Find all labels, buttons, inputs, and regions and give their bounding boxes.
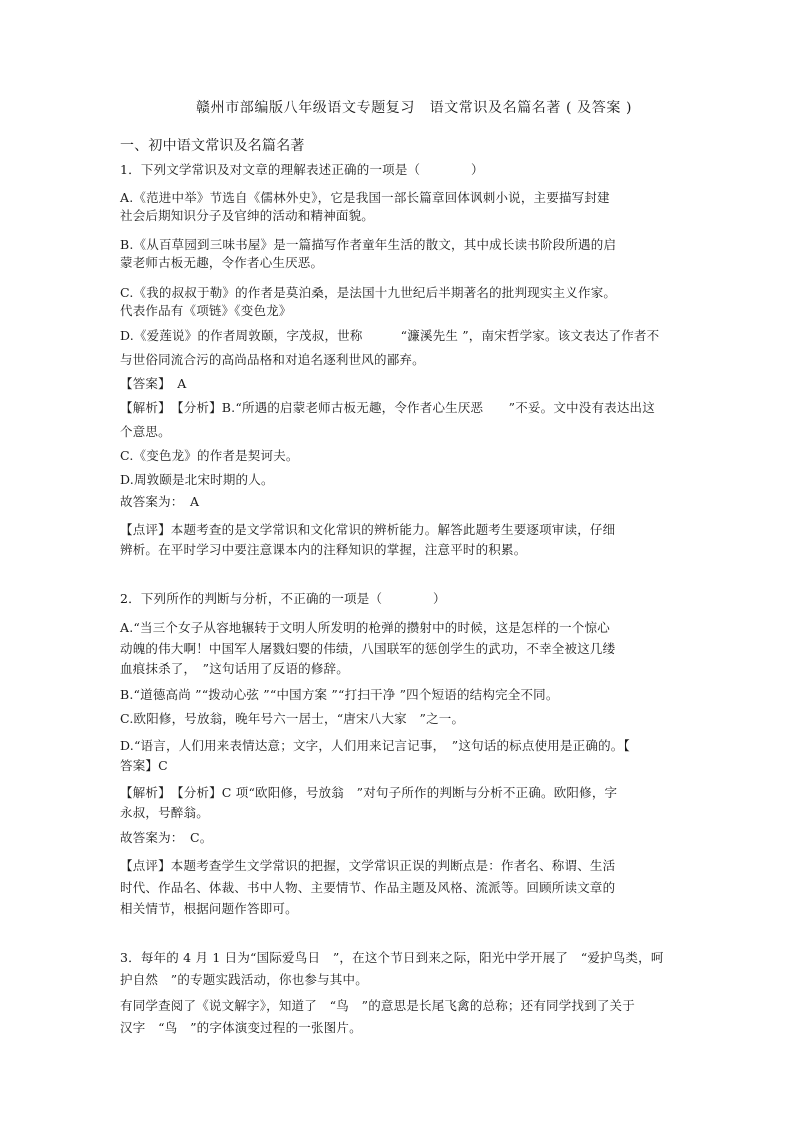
q2-comment-line3: 相关情节，根据问题作答即可。	[120, 901, 298, 916]
q3-stem-line2: 护自然 ”的专题实践活动，你也参与其中。	[120, 972, 368, 987]
q3-stem-line1: 3．每年的 4 月 1 日为“国际爱鸟日 ”，在这个节日到来之际，阳光中学开展了 “爱护鸟类，呵	[120, 950, 664, 965]
q2-analysis-line1: 【解析】 【分析】C 项“欧阳修，号放翁 ”对句子所作的判断与分析不正确。欧阳修，字	[120, 785, 618, 800]
section-heading: 一、初中语文常识及名篇名著	[120, 138, 305, 154]
q3-stem-line3: 有同学查阅了《说文解字》，知道了 “鸟 ”的意思是长尾飞禽的总称；还有同学找到了关于	[120, 998, 635, 1013]
q3-stem-line4: 汉字 “鸟 ”的字体演变过程的一张图片。	[120, 1020, 362, 1035]
q1-option-c-line2: 代表作品有《项链》《变色龙》	[120, 303, 292, 318]
q2-comment-line2: 时代、作品名、体裁、书中人物、主要情节、作品主题及风格、流派等。回顾所读文章的	[120, 880, 616, 895]
q1-option-b-line1: B.《从百草园到三味书屋》是一篇描写作者童年生活的散文，其中成长读书阶段所遇的启	[120, 237, 617, 252]
document-title: 赣州市部编版八年级语文专题复习 语文常识及名篇名著 ( 及答案 )	[196, 100, 633, 116]
q1-comment-line1: 【点评】本题考查的是文学常识和文化常识的辨析能力。解答此题考生要逐项审读，仔细	[120, 522, 616, 537]
q1-analysis-line4: D.周敦颐是北宋时期的人。	[120, 472, 274, 487]
q2-option-c-line1: C.欧阳修，号放翁，晚年号六一居士，“唐宋八大家 ”之一。	[120, 711, 465, 726]
q1-stem: 1．下列文学常识及对文章的理解表述正确的一项是（ ）	[120, 162, 484, 177]
q1-answer: 【答案】 A	[120, 376, 187, 391]
q1-analysis-line1: 【解析】 【分析】B.“所遇的启蒙老师古板无趣，令作者心生厌恶 ”不妥。文中没有表达出这	[120, 400, 655, 415]
q2-option-b-line1: B.“道德高尚 ”“拨动心弦 ”“中国方案 ”“打扫干净 ”四个短语的结构完全不同。	[120, 687, 559, 702]
q1-option-a-line1: A.《范进中举》节选自《儒林外史》，它是我国一部长篇章回体讽刺小说，主要描写封建	[120, 190, 610, 205]
q2-stem: 2．下列所作的判断与分析，不正确的一项是（ ）	[120, 591, 446, 606]
q2-analysis-line2: 永叔，号醉翁。	[120, 805, 209, 820]
q1-comment-line2: 辨析。在平时学习中要注意课本内的注释知识的掌握，注意平时的积累。	[120, 542, 527, 557]
q1-final-answer: 故答案为： A	[120, 494, 200, 509]
q2-comment-line1: 【点评】本题考查学生文学常识的把握，文学常识正误的判断点是：作者名、称谓、生活	[120, 858, 616, 873]
q2-option-a-line2: 动魄的伟大啊！中国军人屠戮妇婴的伟绩，八国联军的惩创学生的武功，不幸全被这几缕	[120, 641, 616, 656]
q1-option-b-line2: 蒙老师古板无趣，令作者心生厌恶。	[120, 255, 324, 270]
q2-option-a-line3: 血痕抹杀了， ”这句话用了反语的修辞。	[120, 661, 349, 676]
q1-option-d-line2: 与世俗同流合污的高尚品格和对追名逐利世风的鄙弃。	[120, 352, 425, 367]
q2-option-a-line1: A.“当三个女子从容地辗转于文明人所发明的枪弹的攒射中的时候，这是怎样的一个惊心	[120, 620, 610, 635]
q1-option-c-line1: C.《我的叔叔于勒》的作者是莫泊桑，是法国十九世纪后半期著名的批判现实主义作家。	[120, 285, 617, 300]
q1-option-a-line2: 社会后期知识分子及官绅的活动和精神面貌。	[120, 208, 375, 223]
q1-analysis-line3: C.《变色龙》的作者是契诃夫。	[120, 448, 299, 463]
q1-analysis-line2: 个意思。	[120, 424, 171, 439]
q2-answer: 答案】C	[120, 758, 168, 773]
q1-option-d-line1: D.《爱莲说》的作者周敦颐，字茂叔，世称 “濂溪先生 ”，南宋哲学家。该文表达了作者不	[120, 328, 660, 343]
q2-final-answer: 故答案为： C。	[120, 830, 213, 845]
q2-option-d-line1: D.“语言，人们用来表情达意；文字，人们用来记言记事， ”这句话的标点使用是正确的。【	[120, 738, 630, 753]
